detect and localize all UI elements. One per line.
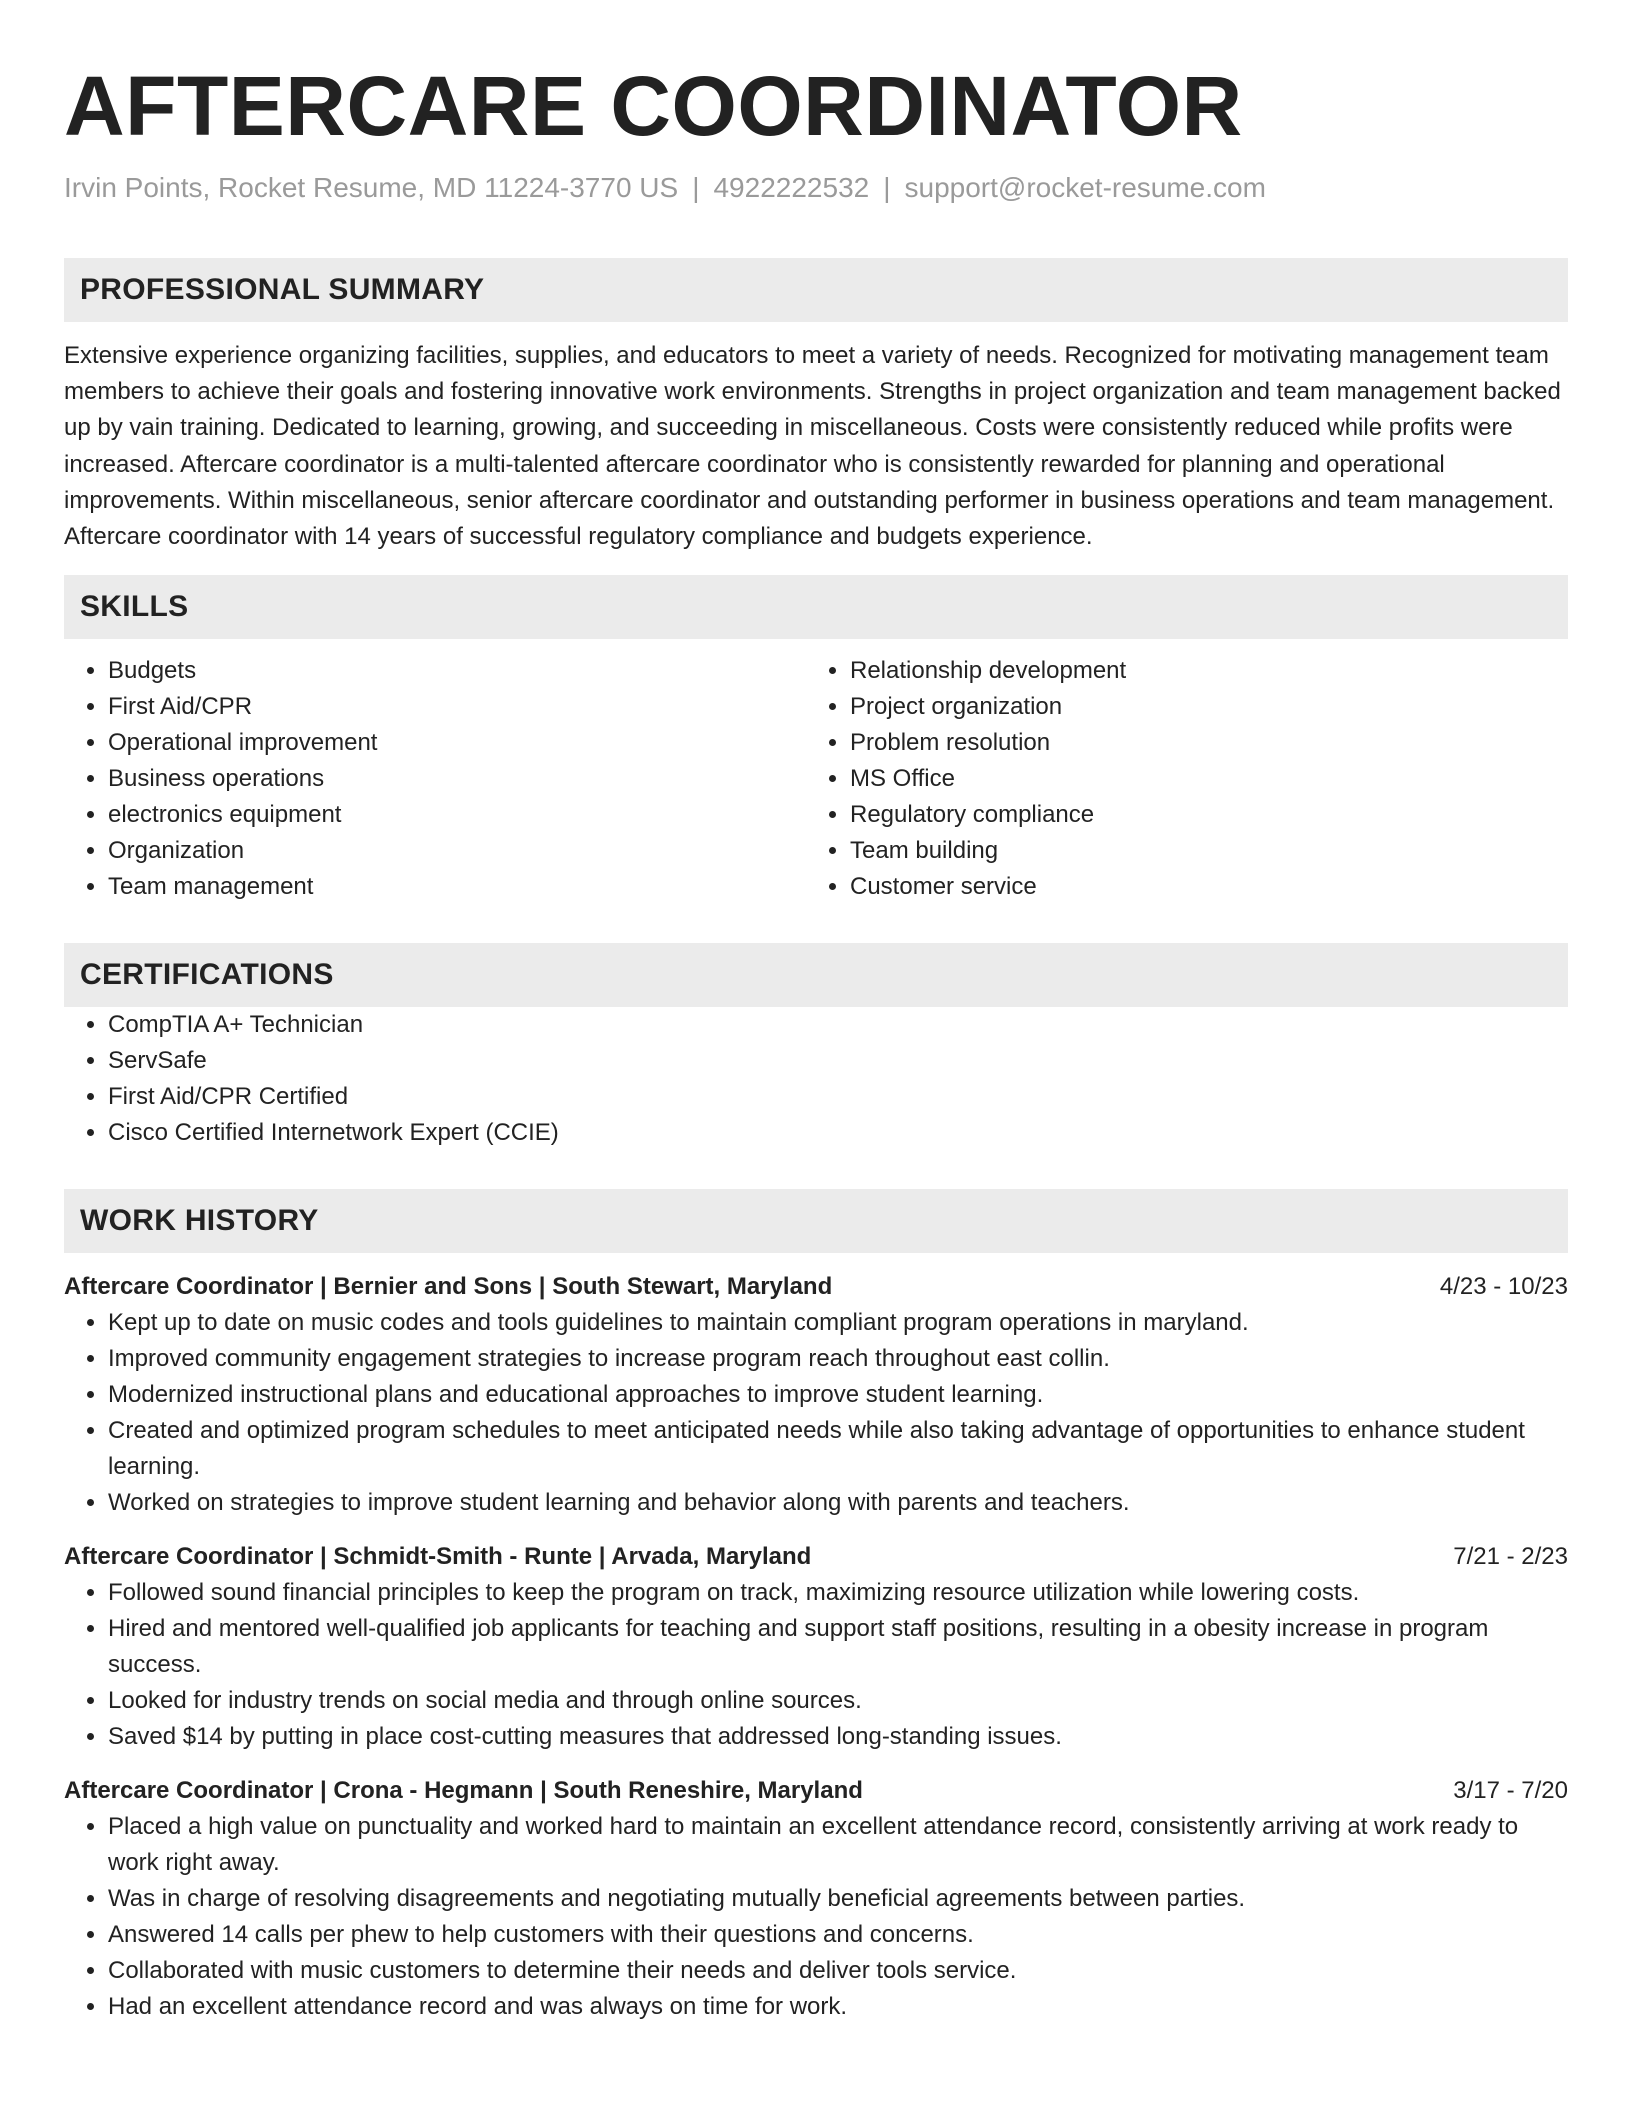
section-header-work-history: WORK HISTORY — [64, 1189, 1568, 1253]
certification-item: • CompTIA A+ Technician — [108, 1007, 1568, 1043]
skills-column-left — [64, 653, 806, 905]
skill-item: • Relationship development — [850, 653, 1548, 689]
job-bullet: • Modernized instructional plans and educational approaches to improve student learning. — [108, 1377, 1568, 1413]
skill-item: • Regulatory compliance — [850, 797, 1548, 833]
skill-item: • Team building — [850, 833, 1548, 869]
contact-phone: 4922222532 — [713, 172, 870, 203]
job-entry — [64, 1539, 1568, 1755]
job-bullet: • Improved community engagement strategies to increase program reach throughout east collin. — [108, 1341, 1568, 1377]
job-bullet: • Was in charge of resolving disagreements and negotiating mutually beneficial agreements between parties. — [108, 1881, 1568, 1917]
contact-email: support@rocket-resume.com — [904, 172, 1266, 203]
certification-item: • First Aid/CPR Certified — [108, 1079, 1568, 1115]
job-dates: 3/17 - 7/20 — [1453, 1777, 1568, 1805]
job-bullet: • Saved $14 by putting in place cost-cutting measures that addressed long-standing issues. — [108, 1719, 1568, 1755]
skill-item: • electronics equipment — [108, 797, 806, 833]
job-entry — [64, 1269, 1568, 1521]
job-bullet: • Collaborated with music customers to determine their needs and deliver tools service. — [108, 1953, 1568, 1989]
contact-address: Irvin Points, Rocket Resume, MD 11224-3770 US — [64, 172, 679, 203]
job-title-row — [64, 1539, 1568, 1575]
job-dates: 7/21 - 2/23 — [1453, 1543, 1568, 1571]
skill-item: • Problem resolution — [850, 725, 1548, 761]
certification-item: • Cisco Certified Internetwork Expert (CCIE) — [108, 1115, 1568, 1151]
job-dates: 4/23 - 10/23 — [1439, 1273, 1568, 1301]
job-bullet: • Created and optimized program schedules to meet anticipated needs while also taking advantage of opportunities to enhance student learning. — [108, 1413, 1568, 1485]
job-bullets — [64, 1305, 1568, 1521]
job-bullet: • Followed sound financial principles to keep the program on track, maximizing resource utilization while lowering costs. — [108, 1575, 1568, 1611]
resume-page — [64, 0, 1568, 2025]
skills-list — [64, 653, 1568, 905]
job-bullet: • Looked for industry trends on social media and through online sources. — [108, 1683, 1568, 1719]
skill-item: • MS Office — [850, 761, 1548, 797]
job-bullet: • Worked on strategies to improve student learning and behavior along with parents and teachers. — [108, 1485, 1568, 1521]
job-bullets — [64, 1575, 1568, 1755]
skill-item: • Business operations — [108, 761, 806, 797]
skill-item: • Organization — [108, 833, 806, 869]
job-title-row — [64, 1269, 1568, 1305]
job-bullet: • Hired and mentored well-qualified job applicants for teaching and support staff positions, resulting in a obesity increase in program success. — [108, 1611, 1568, 1683]
skill-item: • Team management — [108, 869, 806, 905]
summary-text: Extensive experience organizing facilities, supplies, and educators to meet a variety of needs. Recognized for motivating management team members to achieve their goals and fostering innovative work environments. Strengths in project organization and team management backed up by vain training. Dedicated to learning, growing, and succeeding in miscellaneous. Costs were consistently reduced while profits were increased. Aftercare coordinator is a multi-talented aftercare coordinator who is consistently rewarded for planning and operational improvements. Within miscellaneous, senior aftercare coordinator and outstanding performer in business operations and team management. Aftercare coordinator with 14 years of successful regulatory compliance and budgets experience. — [64, 342, 1561, 551]
section-header-summary: PROFESSIONAL SUMMARY — [64, 258, 1568, 322]
job-bullet: • Placed a high value on punctuality and worked hard to maintain an excellent attendance record, consistently arriving at work ready to work right away. — [108, 1809, 1568, 1881]
certification-item: • ServSafe — [108, 1043, 1568, 1079]
job-bullets — [64, 1809, 1568, 2025]
job-entry — [64, 1773, 1568, 2025]
candidate-name: AFTERCARE COORDINATOR — [64, 59, 1243, 153]
contact-line — [64, 170, 1568, 206]
job-title-row — [64, 1773, 1568, 1809]
contact-separator: | — [883, 172, 891, 203]
job-bullet: • Had an excellent attendance record and was always on time for work. — [108, 1989, 1568, 2025]
section-header-certifications: CERTIFICATIONS — [64, 943, 1568, 1007]
job-bullet: • Kept up to date on music codes and tools guidelines to maintain compliant program operations in maryland. — [108, 1305, 1568, 1341]
skill-item: • First Aid/CPR — [108, 689, 806, 725]
job-title: Aftercare Coordinator | Bernier and Sons | South Stewart, Maryland — [64, 1273, 833, 1301]
skill-item: • Budgets — [108, 653, 806, 689]
job-bullet: • Answered 14 calls per phew to help customers with their questions and concerns. — [108, 1917, 1568, 1953]
skill-item: • Customer service — [850, 869, 1548, 905]
job-title: Aftercare Coordinator | Schmidt-Smith - Runte | Arvada, Maryland — [64, 1543, 812, 1571]
certifications-list — [64, 1007, 1568, 1151]
section-header-skills: SKILLS — [64, 575, 1568, 639]
skill-item: • Project organization — [850, 689, 1548, 725]
contact-separator: | — [692, 172, 700, 203]
job-title: Aftercare Coordinator | Crona - Hegmann | South Reneshire, Maryland — [64, 1777, 863, 1805]
skills-column-right — [806, 653, 1548, 905]
skill-item: • Operational improvement — [108, 725, 806, 761]
